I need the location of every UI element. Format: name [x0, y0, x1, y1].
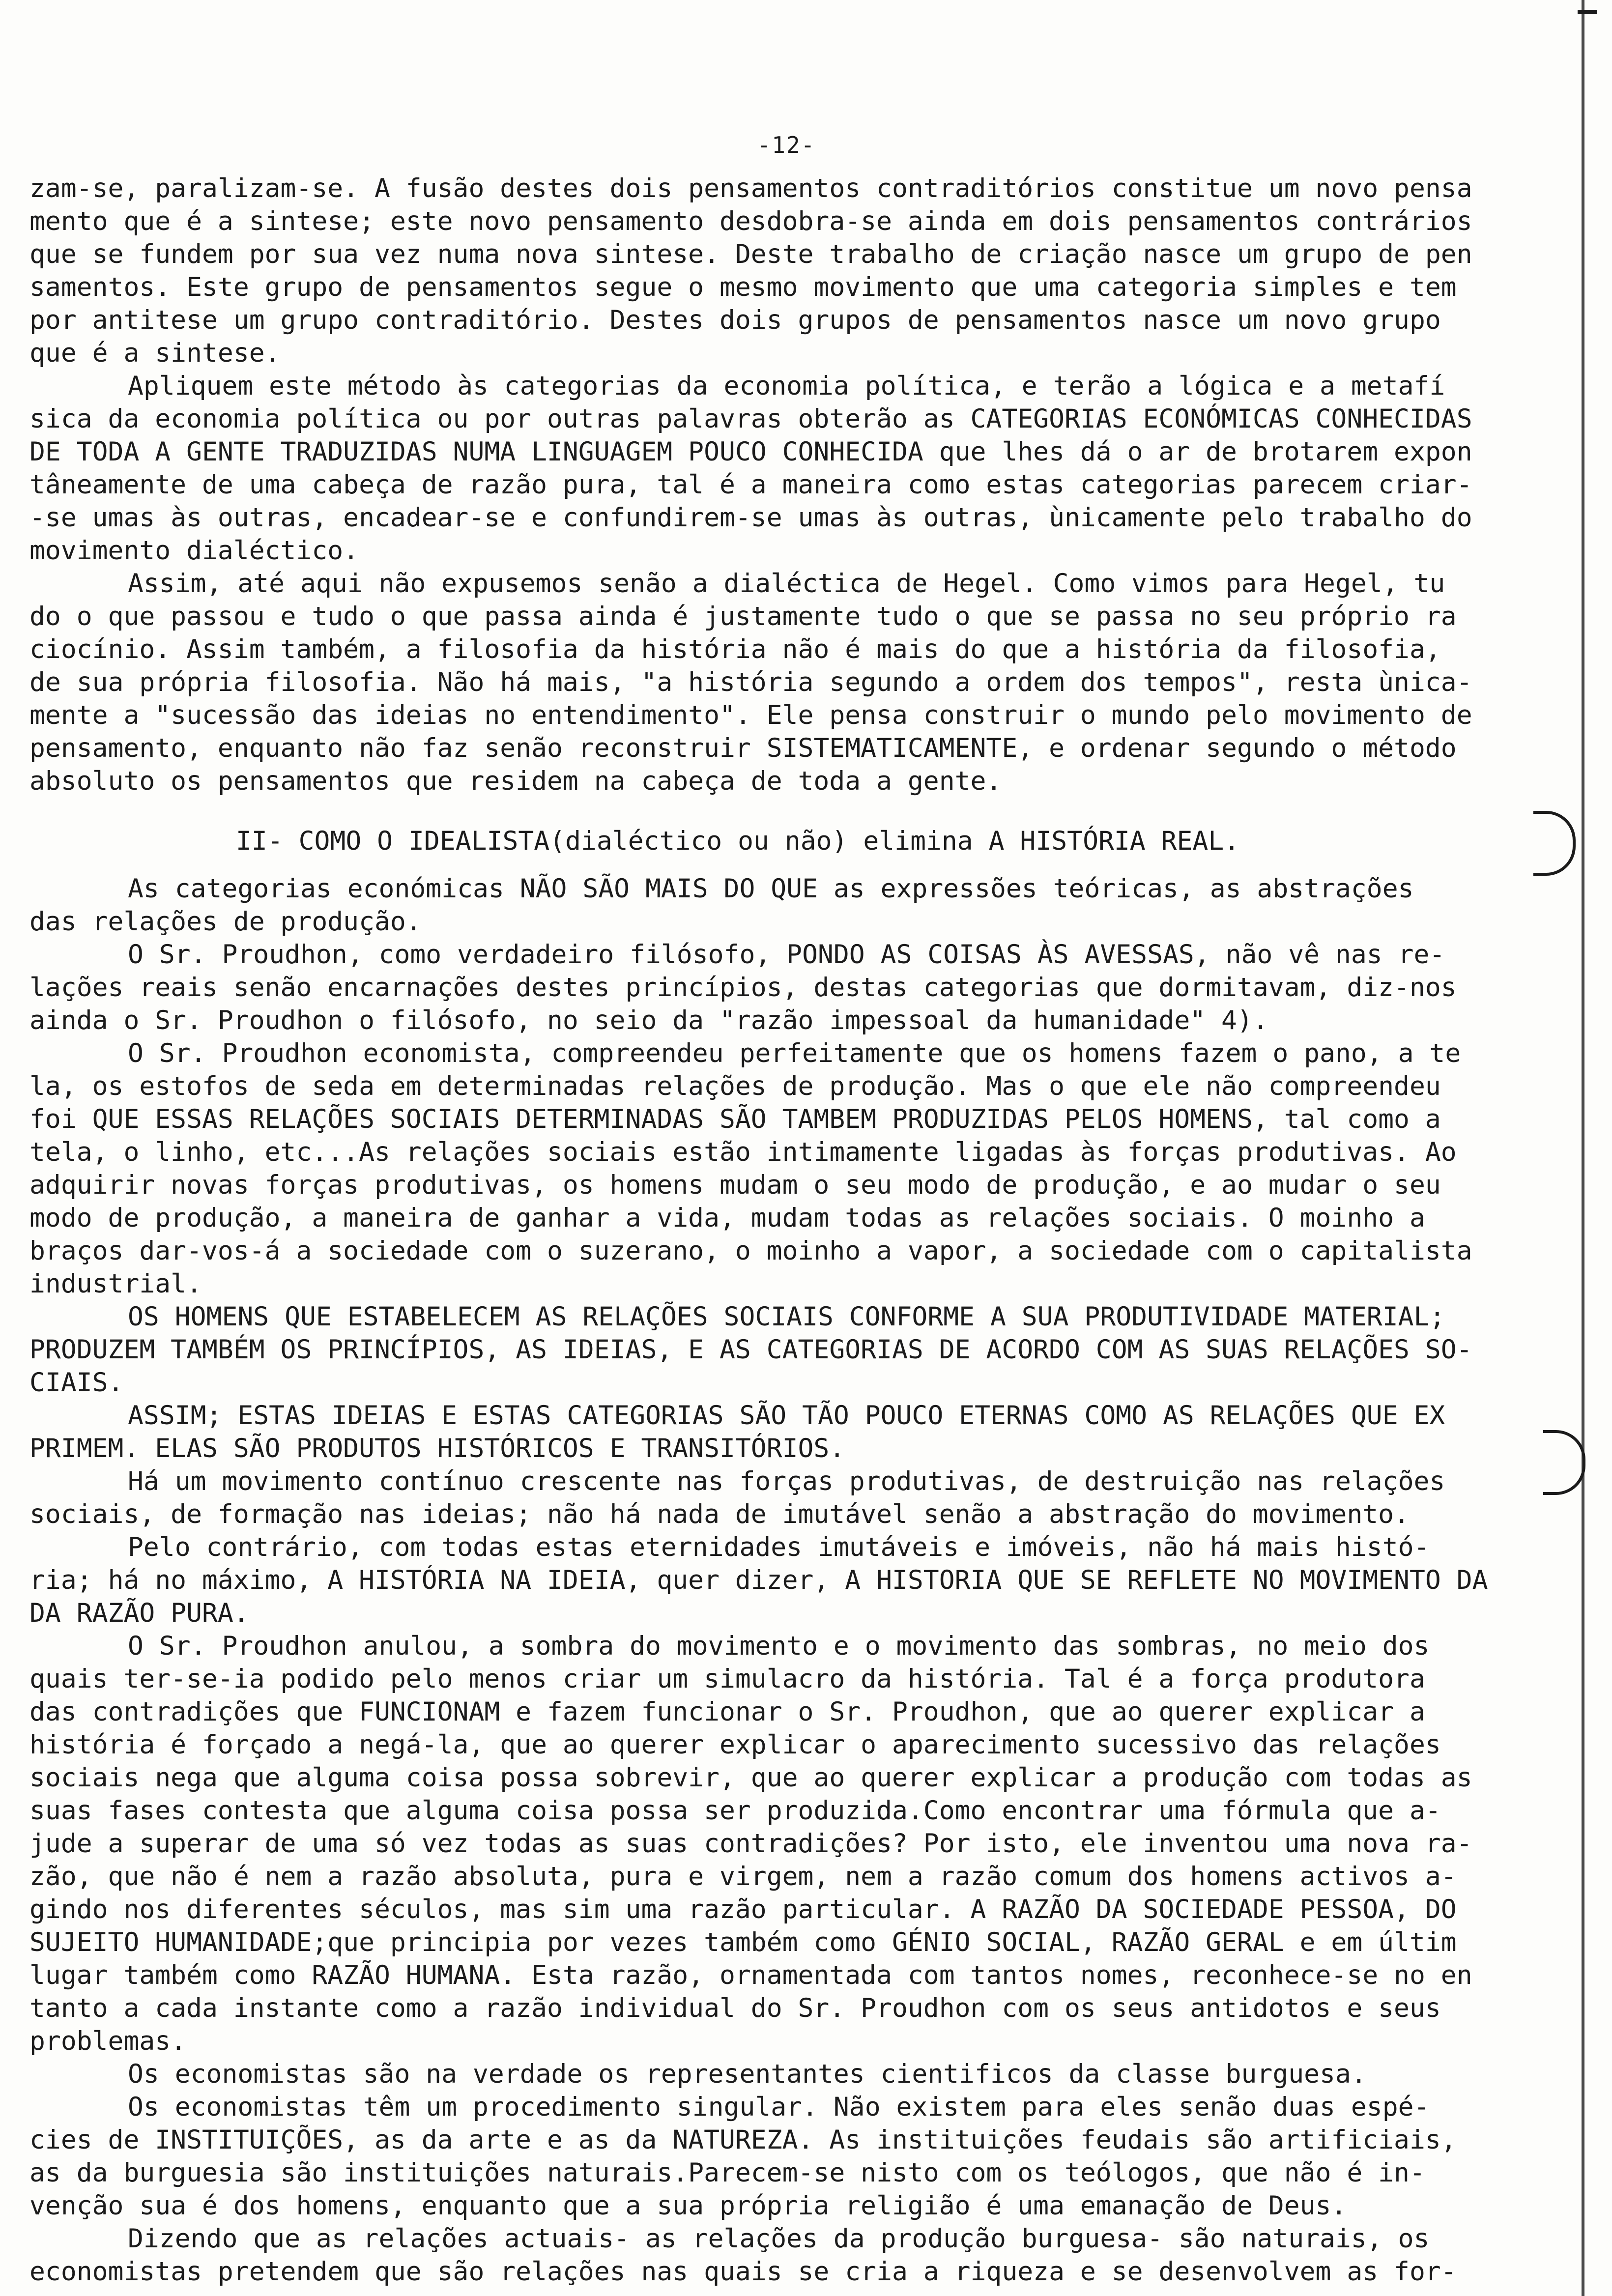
text-line: Apliquem este método às categorias da economia política, e terão a lógica e a metafí: [128, 371, 1445, 401]
text-line: zão, que não é nem a razão absoluta, pura e virgem, nem a razão comum dos homens activos a-: [29, 1862, 1457, 1892]
text-line: sica da economia política ou por outras palavras obterão as CATEGORIAS ECONÓMICAS CONHECIDAS: [29, 404, 1472, 434]
text-line: as da burguesia são instituições naturais.Parecem-se nisto com os teólogos, que não é in-: [29, 2158, 1425, 2188]
text-line: la, os estofos de seda em determinadas relações de produção. Mas o que ele não compreendeu: [29, 1071, 1441, 1101]
text-line: zam-se, paralizam-se. A fusão destes dois pensamentos contraditórios constitue um novo pensa: [29, 173, 1472, 203]
text-line: tâneamente de uma cabeça de razão pura, tal é a maneira como estas categorias parecem criar-: [29, 470, 1472, 500]
text-line: de sua própria filosofia. Não há mais, "a história segundo a ordem dos tempos", resta ùnica-: [29, 667, 1472, 697]
text-line: economistas pretendem que são relações nas quais se cria a riqueza e se desenvolvem as for-: [29, 2257, 1457, 2287]
text-line: ria; há no máximo, A HISTÓRIA NA IDEIA, quer dizer, A HISTORIA QUE SE REFLETE NO MOVIMENTO DA: [29, 1565, 1488, 1595]
text-line: venção sua é dos homens, enquanto que a sua própria religião é uma emanação de Deus.: [29, 2191, 1347, 2221]
text-line: gindo nos diferentes séculos, mas sim uma razão particular. A RAZÃO DA SOCIEDADE PESSOA, DO: [29, 1894, 1457, 1924]
text-line: As categorias económicas NÃO SÃO MAIS DO QUE as expressões teóricas, as abstrações: [128, 874, 1414, 904]
text-line: Dizendo que as relações actuais- as relações da produção burguesa- são naturais, os: [128, 2224, 1430, 2254]
text-line: que é a sintese.: [29, 338, 281, 368]
text-line: Pelo contrário, com todas estas eternidades imutáveis e imóveis, não há mais histó-: [128, 1532, 1430, 1562]
text-line: industrial.: [29, 1269, 202, 1299]
text-line: pensamento, enquanto não faz senão reconstruir SISTEMATICAMENTE, e ordenar segundo o método: [29, 733, 1457, 763]
text-line: mente a "sucessão das ideias no entendimento". Ele pensa construir o mundo pelo movimento de: [29, 700, 1472, 730]
margin-bracket-mark: [1543, 1430, 1585, 1495]
text-line: do o que passou e tudo o que passa ainda é justamente tudo o que se passa no seu próprio ra: [29, 602, 1457, 631]
text-line: lações reais senão encarnações destes princípios, destas categorias que dormitavam, diz-nos: [29, 973, 1457, 1003]
text-line: SUJEITO HUMANIDADE;que principia por vezes também como GÉNIO SOCIAL, RAZÃO GERAL e em últim: [29, 1927, 1457, 1957]
text-line: sociais nega que alguma coisa possa sobrevir, que ao querer explicar a produção com todas as: [29, 1763, 1472, 1793]
text-line: samentos. Este grupo de pensamentos segue o mesmo movimento que uma categoria simples e tem: [29, 272, 1457, 302]
text-line: PRODUZEM TAMBÉM OS PRINCÍPIOS, AS IDEIAS, E AS CATEGORIAS DE ACORDO COM AS SUAS RELAÇÕES SO-: [29, 1335, 1472, 1365]
text-line: cies de INSTITUIÇÕES, as da arte e as da NATUREZA. As instituições feudais são artificiais,: [29, 2125, 1457, 2155]
text-line: lugar também como RAZÃO HUMANA. Esta razão, ornamentada com tantos nomes, reconhece-se no en: [29, 1960, 1472, 1990]
text-line: adquirir novas forças produtivas, os homens mudam o seu modo de produção, e ao mudar o seu: [29, 1170, 1441, 1200]
text-line: Os economistas têm um procedimento singular. Não existem para eles senão duas espé-: [128, 2092, 1430, 2122]
text-line: movimento dialéctico.: [29, 536, 359, 566]
page-number: -12-: [757, 132, 816, 158]
text-line: O Sr. Proudhon anulou, a sombra do movimento e o movimento das sombras, no meio dos: [128, 1631, 1430, 1661]
text-line: DE TODA A GENTE TRADUZIDAS NUMA LINGUAGEM POUCO CONHECIDA que lhes dá o ar de brotarem expon: [29, 437, 1472, 467]
text-line: Assim, até aqui não expusemos senão a dialéctica de Hegel. Como vimos para Hegel, tu: [128, 569, 1445, 599]
section-heading: II- COMO O IDEALISTA(dialéctico ou não) elimina A HISTÓRIA REAL.: [236, 826, 1240, 856]
text-line: Há um movimento contínuo crescente nas forças produtivas, de destruição nas relações: [128, 1466, 1445, 1496]
margin-bracket-mark: [1533, 811, 1576, 876]
text-line: quais ter-se-ia podido pelo menos criar um simulacro da história. Tal é a força produtora: [29, 1664, 1425, 1694]
text-line: problemas.: [29, 2026, 187, 2056]
text-line: ciocínio. Assim também, a filosofia da história não é mais do que a história da filosofia,: [29, 634, 1441, 664]
text-line: braços dar-vos-á a sociedade com o suzerano, o moinho a vapor, a sociedade com o capitalista: [29, 1236, 1472, 1266]
text-line: das relações de produção.: [29, 907, 422, 937]
text-line: que se fundem por sua vez numa nova sintese. Deste trabalho de criação nasce um grupo de pen: [29, 239, 1472, 269]
text-line: mento que é a sintese; este novo pensamento desdobra-se ainda em dois pensamentos contrários: [29, 206, 1472, 236]
text-line: das contradições que FUNCIONAM e fazem funcionar o Sr. Proudhon, que ao querer explicar a: [29, 1697, 1425, 1727]
text-line: por antitese um grupo contraditório. Destes dois grupos de pensamentos nasce um novo grupo: [29, 305, 1441, 335]
text-line: modo de produção, a maneira de ganhar a vida, mudam todas as relações sociais. O moinho a: [29, 1203, 1425, 1233]
text-line: O Sr. Proudhon economista, compreendeu perfeitamente que os homens fazem o pano, a te: [128, 1038, 1461, 1068]
text-line: OS HOMENS QUE ESTABELECEM AS RELAÇÕES SOCIAIS CONFORME A SUA PRODUTIVIDADE MATERIAL;: [128, 1302, 1445, 1332]
text-line: Os economistas são na verdade os representantes cientificos da classe burguesa.: [128, 2059, 1367, 2089]
text-line: jude a superar de uma só vez todas as suas contradições? Por isto, ele inventou uma nova ra-: [29, 1829, 1472, 1859]
text-line: PRIMEM. ELAS SÃO PRODUTOS HISTÓRICOS E TRANSITÓRIOS.: [29, 1434, 845, 1464]
text-line: absoluto os pensamentos que residem na cabeça de toda a gente.: [29, 766, 1002, 796]
text-line: ainda o Sr. Proudhon o filósofo, no seio da "razão impessoal da humanidade" 4).: [29, 1005, 1268, 1035]
text-line: ASSIM; ESTAS IDEIAS E ESTAS CATEGORIAS SÃO TÃO POUCO ETERNAS COMO AS RELAÇÕES QUE EX: [128, 1401, 1445, 1431]
text-line: tela, o linho, etc...As relações sociais estão intimamente ligadas às forças produtivas. Ao: [29, 1137, 1457, 1167]
text-line: O Sr. Proudhon, como verdadeiro filósofo, PONDO AS COISAS ÀS AVESSAS, não vê nas re-: [128, 940, 1445, 970]
right-edge-line: [1582, 0, 1584, 2296]
text-line: história é forçado a negá-la, que ao querer explicar o aparecimento sucessivo das relações: [29, 1730, 1441, 1760]
text-line: CIAIS.: [29, 1368, 124, 1398]
text-line: tanto a cada instante como a razão individual do Sr. Proudhon com os seus antidotos e seus: [29, 1993, 1441, 2023]
text-line: DA RAZÃO PURA.: [29, 1598, 249, 1628]
body-text: [29, 172, 1528, 2288]
text-line: sociais, de formação nas ideias; não há nada de imutável senão a abstração do movimento.: [29, 1499, 1410, 1529]
edge-tick-mark: [1578, 10, 1597, 14]
text-line: -se umas às outras, encadear-se e confundirem-se umas às outras, ùnicamente pelo trabalho do: [29, 503, 1472, 533]
text-line: foi QUE ESSAS RELAÇÕES SOCIAIS DETERMINADAS SÃO TAMBEM PRODUZIDAS PELOS HOMENS, tal como a: [29, 1104, 1441, 1134]
text-line: suas fases contesta que alguma coisa possa ser produzida.Como encontrar uma fórmula que a-: [29, 1796, 1441, 1826]
